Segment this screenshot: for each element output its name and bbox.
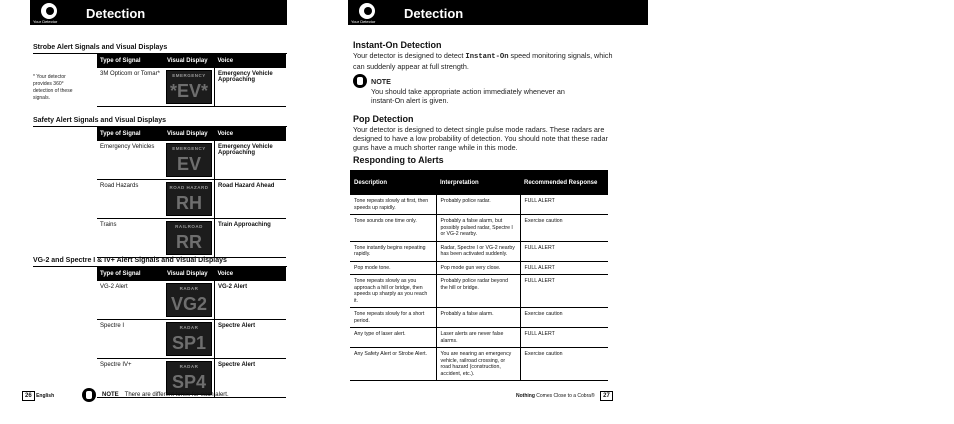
strobe-footnote: * Your detector provides 360° detection of these signals. — [33, 74, 73, 101]
voice-cell: Train Approaching — [215, 219, 286, 258]
visual-cell — [164, 180, 215, 219]
safety-section-title: Safety Alert Signals and Visual Displays — [33, 117, 167, 124]
display-code: EV — [176, 154, 201, 174]
display-code: SP4 — [171, 372, 207, 392]
detector-display — [166, 143, 212, 177]
note-icon — [82, 388, 96, 402]
right-page-footer — [516, 391, 613, 401]
detector-display — [166, 70, 212, 104]
voice-cell: Emergency Vehicle Approaching — [215, 68, 286, 107]
response-cell: Exercise caution — [520, 348, 608, 381]
desc-cell: Tone sounds one time only. — [350, 215, 436, 242]
table-row — [97, 180, 286, 219]
table-row — [350, 275, 608, 308]
table-row — [350, 348, 608, 381]
vg2-table — [97, 267, 286, 398]
voice-cell: VG-2 Alert — [215, 281, 286, 320]
voice-cell: Spectre Alert — [215, 320, 286, 359]
display-label: RADAR — [179, 364, 199, 369]
display-code: VG2 — [170, 294, 208, 314]
note-label: NOTE — [371, 77, 391, 86]
page-number: 26 — [22, 391, 35, 401]
response-cell: FULL ALERT — [520, 275, 608, 308]
interp-cell: Probably a false alarm, but possibly pulsed radar, Spectre I or VG-2 nearby. — [436, 215, 520, 242]
col-response: Recommended Response — [520, 170, 608, 195]
table-row — [350, 215, 608, 242]
desc-cell: Tone repeats slowly for a short period. — [350, 308, 436, 328]
strobe-table — [97, 54, 286, 107]
footer-brand-word: Nothing — [516, 393, 535, 399]
col-type: Type of Signal — [97, 127, 164, 141]
col-voice: Voice — [215, 267, 286, 281]
col-visual: Visual Display — [164, 127, 215, 141]
display-label: RADAR — [179, 286, 199, 291]
detector-display — [166, 221, 212, 255]
detector-display — [166, 283, 212, 317]
table-row — [97, 219, 286, 258]
signal-cell: Road Hazards — [97, 180, 164, 219]
col-description: Description — [350, 170, 436, 195]
left-page-title: Detection — [86, 6, 146, 21]
display-label: RADAR — [179, 325, 199, 330]
response-cell: Exercise caution — [520, 215, 608, 242]
desc-cell: Tone instantly begins repeating rapidly. — [350, 241, 436, 261]
bottom-note — [82, 388, 229, 402]
display-code: RR — [176, 232, 202, 252]
note-text: You should take appropriate action immediately whenever an instant-On alert is given. — [371, 87, 565, 105]
response-cell: FULL ALERT — [520, 261, 608, 275]
signal-cell: Spectre I — [97, 320, 164, 359]
table-row — [97, 141, 286, 180]
instant-on-heading: Instant-On Detection — [353, 40, 442, 50]
text-part: speed monitoring signals, which can suddenly appear at full strength. — [353, 51, 613, 71]
table-row — [350, 261, 608, 275]
desc-cell: Any Safety Alert or Strobe Alert. — [350, 348, 436, 381]
desc-cell: Any type of laser alert. — [350, 328, 436, 348]
col-interpretation: Interpretation — [436, 170, 520, 195]
instant-on-term: Instant-On — [465, 53, 509, 61]
response-cell: FULL ALERT — [520, 328, 608, 348]
interp-cell: Pop mode gun very close. — [436, 261, 520, 275]
note-label: NOTE — [102, 392, 119, 398]
left-page-footer — [22, 391, 54, 401]
left-header-bar — [30, 0, 287, 25]
page-language: English — [36, 393, 55, 399]
voice-cell: Road Hazard Ahead — [215, 180, 286, 219]
display-label: ROAD HAZARD — [169, 185, 209, 190]
page-number: 27 — [600, 391, 613, 401]
table-row — [350, 328, 608, 348]
interp-cell: Radar, Spectre I or VG-2 nearby has been activated suddenly. — [436, 241, 520, 261]
visual-cell — [164, 320, 215, 359]
detector-display — [166, 182, 212, 216]
desc-cell: Tone repeats slowly at first, then speeds up rapidly. — [350, 195, 436, 215]
display-code: *EV* — [169, 81, 209, 101]
table-row — [350, 195, 608, 215]
col-visual: Visual Display — [164, 54, 215, 68]
display-code: SP1 — [171, 333, 207, 353]
response-cell: FULL ALERT — [520, 241, 608, 261]
table-row — [350, 308, 608, 328]
footer-tagline: Comes Close to a Cobra® — [534, 393, 595, 399]
interp-cell: Probably police radar. — [436, 195, 520, 215]
signal-cell: 3M Opticom or Tomar* — [97, 68, 164, 107]
display-label: EMERGENCY — [172, 73, 206, 78]
pop-heading: Pop Detection — [353, 114, 414, 124]
visual-cell — [164, 141, 215, 180]
header-tiny-label: Your Detector — [351, 19, 376, 24]
signal-cell: Emergency Vehicles — [97, 141, 164, 180]
response-cell: FULL ALERT — [520, 195, 608, 215]
strobe-section-title: Strobe Alert Signals and Visual Displays — [33, 44, 168, 51]
table-row — [350, 241, 608, 261]
voice-cell: Spectre Alert — [215, 359, 286, 398]
table-row — [97, 320, 286, 359]
interp-cell: Probably police radar beyond the hill or bridge. — [436, 275, 520, 308]
interp-cell: Probably a false alarm. — [436, 308, 520, 328]
right-page-title: Detection — [404, 6, 464, 21]
desc-cell: Tone repeats slowly as you approach a hill or bridge, then speeds up sharply as you reach it. — [350, 275, 436, 308]
col-type: Type of Signal — [97, 54, 164, 68]
pop-text: Your detector is designed to detect single pulse mode radars. These radars are designed to have a low probability of detection. You should note that these radar guns have a much shorter range while in this mode. — [353, 125, 608, 152]
col-type: Type of Signal — [97, 267, 164, 281]
col-visual: Visual Display — [164, 267, 215, 281]
signal-cell: Spectre IV+ — [97, 359, 164, 398]
header-tiny-label: Your Detector — [33, 19, 58, 24]
right-header-bar — [348, 0, 648, 25]
interp-cell: You are nearing an emergency vehicle, railroad crossing, or road hazard (construction, accident, etc.). — [436, 348, 520, 381]
signal-cell: VG-2 Alert — [97, 281, 164, 320]
signal-cell: Trains — [97, 219, 164, 258]
responding-table — [350, 170, 608, 381]
col-voice: Voice — [215, 127, 286, 141]
display-label: RAILROAD — [175, 224, 203, 229]
visual-cell — [164, 68, 215, 107]
interp-cell: Laser alerts are never false alarms. — [436, 328, 520, 348]
responding-heading: Responding to Alerts — [353, 155, 444, 165]
response-cell: Exercise caution — [520, 308, 608, 328]
note-text: There are different tones for each alert. — [124, 392, 229, 398]
safety-table — [97, 127, 286, 258]
visual-cell — [164, 281, 215, 320]
display-code: RH — [176, 193, 202, 213]
table-row — [97, 68, 286, 107]
voice-cell: Emergency Vehicle Approaching — [215, 141, 286, 180]
instant-on-text — [353, 51, 615, 71]
detector-display — [166, 322, 212, 356]
col-voice: Voice — [215, 54, 286, 68]
note-icon — [353, 74, 367, 88]
vg2-section-title: VG-2 and Spectre I & IV+ Alert Signals and Visual Displays — [33, 257, 227, 264]
display-label: EMERGENCY — [172, 146, 206, 151]
table-row — [97, 281, 286, 320]
text-part: Your detector is designed to detect — [353, 51, 466, 60]
visual-cell — [164, 219, 215, 258]
desc-cell: Pop mode tone. — [350, 261, 436, 275]
